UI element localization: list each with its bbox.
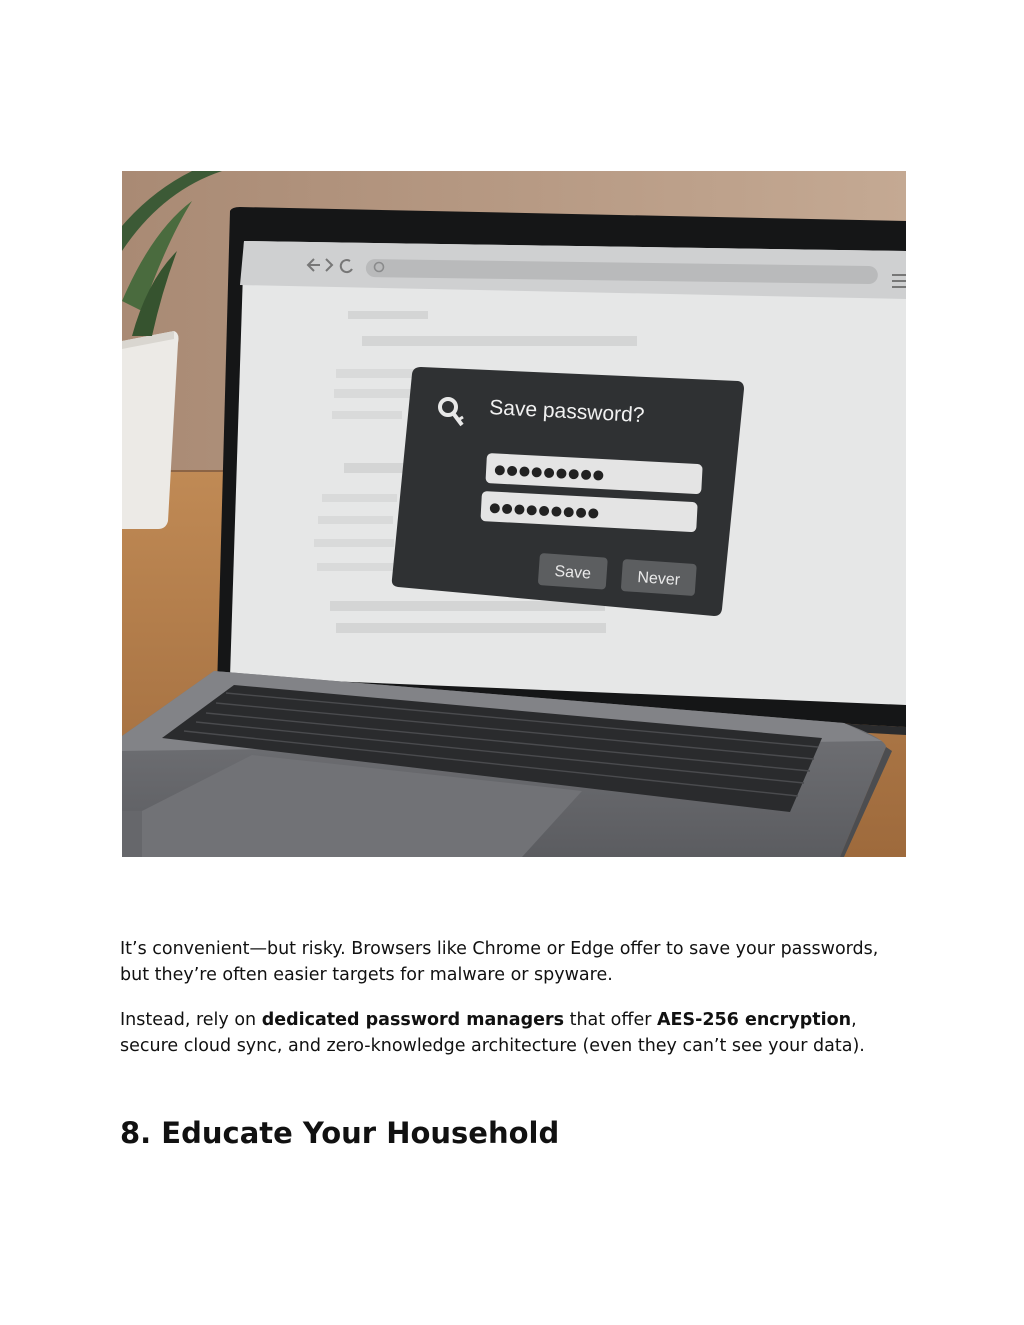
paragraph-password-managers	[120, 1007, 910, 1059]
paragraph-text: , secure cloud sync, and zero-knowledge architecture (even they can’t see your data).	[120, 1010, 865, 1056]
paragraph-text: Instead, rely on	[120, 1010, 262, 1030]
bold-phrase-encryption: AES-256 encryption	[656, 1010, 852, 1030]
paragraph-browser-risk: It’s convenient—but risky. Browsers like Chrome or Edge offer to save your passwords, but they’re often easier targets for malware or spyware.	[120, 939, 879, 985]
password-field-2-value: ●●●●●●●●●	[488, 500, 601, 522]
password-field-1-value: ●●●●●●●●●	[493, 462, 606, 484]
never-button[interactable]	[621, 559, 697, 596]
bold-phrase-managers: dedicated password managers	[261, 1010, 565, 1030]
paragraph-text: that offer	[564, 1010, 657, 1030]
save-password-dialog	[392, 367, 744, 616]
dialog-title: Save password?	[488, 396, 645, 428]
never-button-label: Never	[636, 569, 681, 590]
save-button[interactable]	[538, 553, 608, 590]
section-heading: 8. Educate Your Household	[120, 1116, 560, 1150]
laptop-photo	[122, 171, 906, 857]
save-button-label: Save	[553, 563, 592, 583]
